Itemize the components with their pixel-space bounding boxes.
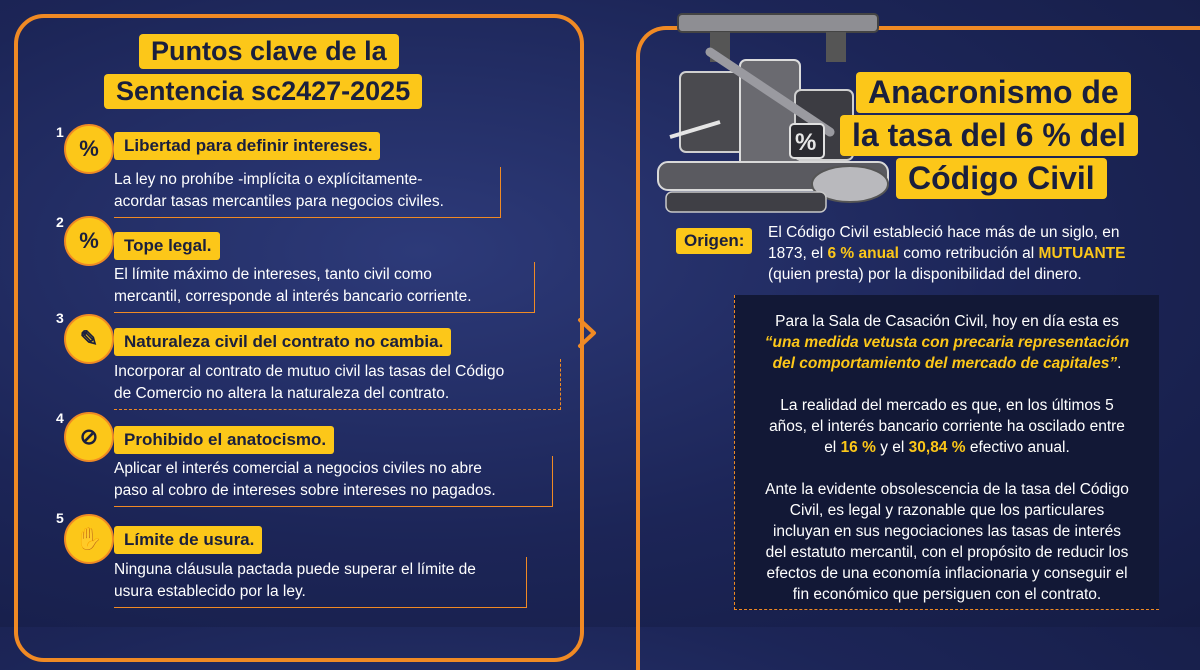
origen-fragment: 1873, el: [768, 245, 828, 262]
item-desc-line: paso al cobro de intereses sobre intereses no pagados.: [114, 482, 496, 499]
item-number: 4: [56, 410, 64, 426]
court-quote: “una medida vetusta con precaria representación: [764, 334, 1130, 351]
item-desc-line: de Comercio no altera la naturaleza del contrato.: [114, 385, 450, 402]
item-heading: Libertad para definir intereses.: [114, 132, 380, 160]
right-title-line1: Anacronismo de: [856, 72, 1131, 113]
rate-low-highlight: 16 %: [840, 439, 876, 456]
item-number: 2: [56, 214, 64, 230]
left-title-line2: Sentencia sc2427-2025: [104, 74, 422, 109]
item-description: [114, 167, 501, 218]
item-desc-line: usura establecido por la ley.: [114, 583, 306, 600]
item-desc-line: Aplicar el interés comercial a negocios civiles no abre: [114, 460, 482, 477]
panel-text: incluyan en sus negociaciones las tasas de interés: [772, 523, 1122, 540]
origen-text: [768, 222, 1168, 285]
mutuante-highlight: MUTUANTE: [1038, 245, 1126, 262]
text-fragment: el: [824, 439, 841, 456]
panel-text: del estatuto mercantil, con el propósito de reducir los: [765, 544, 1129, 561]
origen-line: El Código Civil estableció hace más de un siglo, en: [768, 224, 1120, 241]
right-title-line3: Código Civil: [896, 158, 1107, 199]
panel-text: años, el interés bancario corriente ha oscilado entre: [769, 418, 1125, 435]
panel-text: La realidad del mercado es que, en los últimos 5: [780, 397, 1114, 414]
item-description: [114, 557, 527, 608]
text-fragment: efectivo anual.: [965, 439, 1070, 456]
panel-text: fin económico que persiguen con el contrato.: [792, 586, 1102, 603]
panel-text: Ante la evidente obsolescencia de la tasa del Código: [765, 481, 1129, 498]
item-description: [114, 456, 553, 507]
explanation-panel: [734, 295, 1159, 610]
rate-highlight: 6 % anual: [827, 245, 899, 262]
panel-text: efectos de una economía inflacionaria y conseguir el: [766, 565, 1128, 582]
stop-hand-icon: ✋: [64, 514, 114, 564]
origen-line: (quien presta) por la disponibilidad del dinero.: [768, 266, 1082, 283]
item-desc-line: acordar tasas mercantiles para negocios civiles.: [114, 193, 444, 210]
item-number: 3: [56, 310, 64, 326]
origen-fragment: como retribución al: [898, 245, 1039, 262]
item-heading: Límite de usura.: [114, 526, 262, 554]
item-number: 1: [56, 124, 64, 140]
panel-text: Civil, es legal y razonable que los particulares: [789, 502, 1105, 519]
item-number: 5: [56, 510, 64, 526]
percent-handshake-icon: %: [64, 124, 114, 174]
court-quote-line: [735, 353, 1159, 374]
right-title-line2: la tasa del 6 % del: [840, 115, 1138, 156]
item-heading: Naturaleza civil del contrato no cambia.: [114, 328, 451, 356]
item-description: [114, 262, 535, 313]
rate-high-highlight: 30,84 %: [908, 439, 966, 456]
item-heading: Tope legal.: [114, 232, 220, 260]
origen-label: Origen:: [676, 228, 752, 254]
court-quote: del comportamiento del mercado de capitales”: [772, 355, 1118, 372]
item-desc-line: El límite máximo de intereses, tanto civil como: [114, 266, 432, 283]
svg-text:%: %: [795, 129, 817, 156]
panel-text: Para la Sala de Casación Civil, hoy en día esta es: [775, 313, 1119, 330]
prohibited-icon: ⊘: [64, 412, 114, 462]
item-desc-line: mercantil, corresponde al interés bancario corriente.: [114, 288, 472, 305]
quote-period: .: [1117, 355, 1122, 372]
item-heading: Prohibido el anatocismo.: [114, 426, 334, 454]
item-description: [114, 359, 561, 410]
text-fragment: y el: [875, 439, 909, 456]
item-desc-line: La ley no prohíbe -implícita o explícitamente-: [114, 171, 423, 188]
percent-limit-icon: %: [64, 216, 114, 266]
panel-text: [735, 437, 1159, 458]
item-desc-line: Ninguna cláusula pactada puede superar el límite de: [114, 561, 476, 578]
left-title-line1: Puntos clave de la: [139, 34, 399, 69]
item-desc-line: Incorporar al contrato de mutuo civil las tasas del Código: [114, 363, 505, 380]
arrow-right-icon: [572, 316, 606, 350]
origen-line: [768, 243, 1168, 264]
contract-document-icon: ✎: [64, 314, 114, 364]
